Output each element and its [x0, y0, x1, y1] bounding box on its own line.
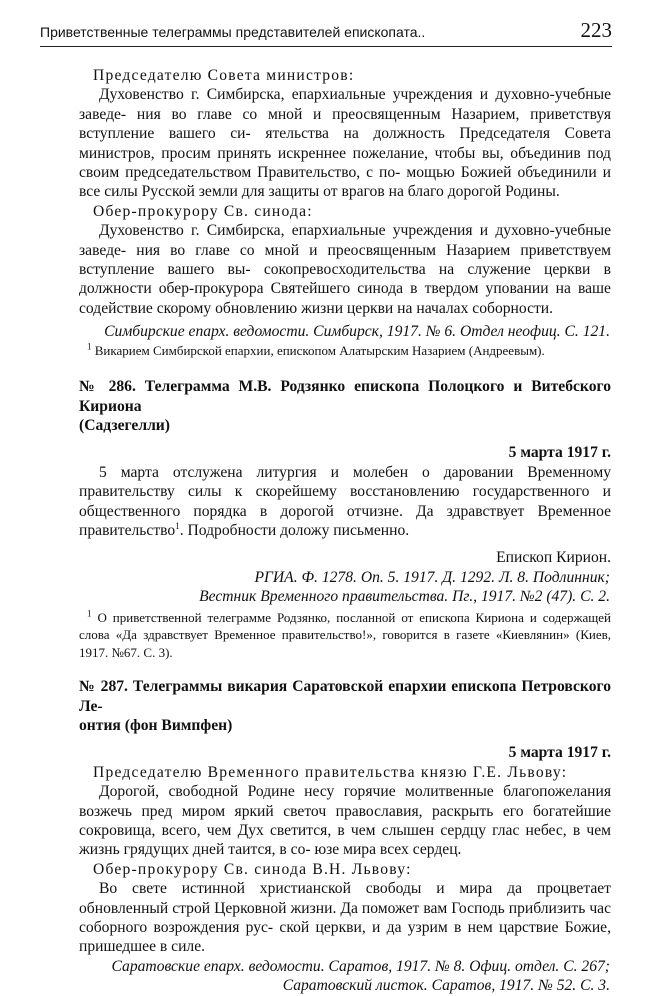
telegram-text-council: Духовенство г. Симбирска, епархиальные учреждения и духовно-учебные заведе- ния во главе со мной и преосвященным Назарием, приветствуя вступление вашего си- ятельства на должность Председателя Совета министров, просим принять искреннее пожелание, чтобы вы, объединив под своим председательством Правительство, с по- мощью Божией объединили и все силы Русской земли для защиты от врагов на благо дорогой Родины.	[79, 86, 611, 201]
footnote-286: $^1$ О приветственной телеграмме Родзянко, посланной от епископа Кириона и содержащей слова «Да здравствует Временное правительство!», говорится в газете «Киевлянин» (Киев, 1917. №67. С. 3).	[79, 608, 611, 660]
telegram-text-286: 5 марта отслужена литургия и молебен о даровании Временному правительству силы к скорейшему восстановлению государственного и общественного порядка в дорогой отчизне. Да здравствует Временное правительство$^1$. Подробности доложу письменно.	[79, 463, 611, 540]
source-citation-saratov-bulletin: Саратовские епарх. ведомости. Саратов, 1917. № 8. Офиц. отдел. С. 267;	[111, 957, 610, 975]
document-title-286: № 286. Телеграмма М.В. Родзянко епископа Полоцкого и Витебского Кириона (Садзегелли)	[79, 378, 611, 434]
page-header	[40, 18, 612, 47]
document-date-287: 5 марта 1917 г.	[508, 744, 611, 762]
source-citation-archive: РГИА. Ф. 1278. Оп. 5. 1917. Д. 1292. Л. 8. Подлинник;	[254, 568, 610, 586]
source-citation-bulletin: Вестник Временного правительства. Пг., 1917. №2 (47). С. 2.	[199, 588, 610, 606]
source-citation: Симбирские епарх. ведомости. Симбирск, 1917. № 6. Отдел неофиц. С. 121.	[104, 323, 610, 341]
signature: Епископ Кирион.	[496, 549, 611, 567]
footnote: $^1$ Викарием Симбирской епархии, епископом Алатырским Назарием (Андреевым).	[87, 341, 545, 358]
telegram-text-synod: Духовенство г. Симбирска, епархиальные учреждения и духовно-учебные заведе- ния во главе со мной и преосвященным Назарием приветствуем вступление вашего вы- сокопревосходительства на служение церкви в должности обер-прокурора Святейшего синода в твердом уповании на ваше содействие скорому обновлению жизни церкви на началах соборности.	[79, 222, 612, 317]
page-number: 223	[580, 18, 612, 42]
telegram-text-lvov: Дорогой, свободной Родине несу горячие молитвенные благопожелания возжечь пред миром яркий светоч православия, раскрыть его богатейшие сокровища, всего, чем Дух светится, в чем слышен сердцу глас небес, в чем жизнь грядущих дней таится, в со- юзе мира всех сердец.	[79, 783, 612, 859]
running-title: Приветственные телеграммы представителей епископата..	[40, 24, 426, 40]
document-date-286: 5 марта 1917 г.	[508, 444, 611, 462]
document-title-287: № 287. Телеграммы викария Саратовской епархии епископа Петровского Ле- онтия (фон Вимпфен)	[79, 678, 611, 734]
addressee-council-of-ministers: Председателю Совета министров:	[93, 67, 355, 84]
addressee-lvov-ober-procurator: Обер-прокурору Св. синода В.Н. Львову:	[93, 860, 412, 878]
source-citation-saratov-leaflet: Саратовский листок. Саратов, 1917. № 52. С. 3.	[282, 977, 610, 995]
addressee-ober-procurator: Обер-прокурору Св. синода:	[93, 202, 313, 220]
addressee-lvov-prince: Председателю Временного правительства князю Г.Е. Львову:	[93, 763, 568, 781]
telegram-text-lvov-synod: Во свете истинной христианской свободы и мира да процветает обновленный строй Церковной жизни. Да поможет вам Господь приблизить час соборного возрождения рус- ской церкви, и да узрим в нем царствие Божие, пришедшее в силе.	[79, 880, 612, 956]
page-body	[79, 66, 611, 996]
